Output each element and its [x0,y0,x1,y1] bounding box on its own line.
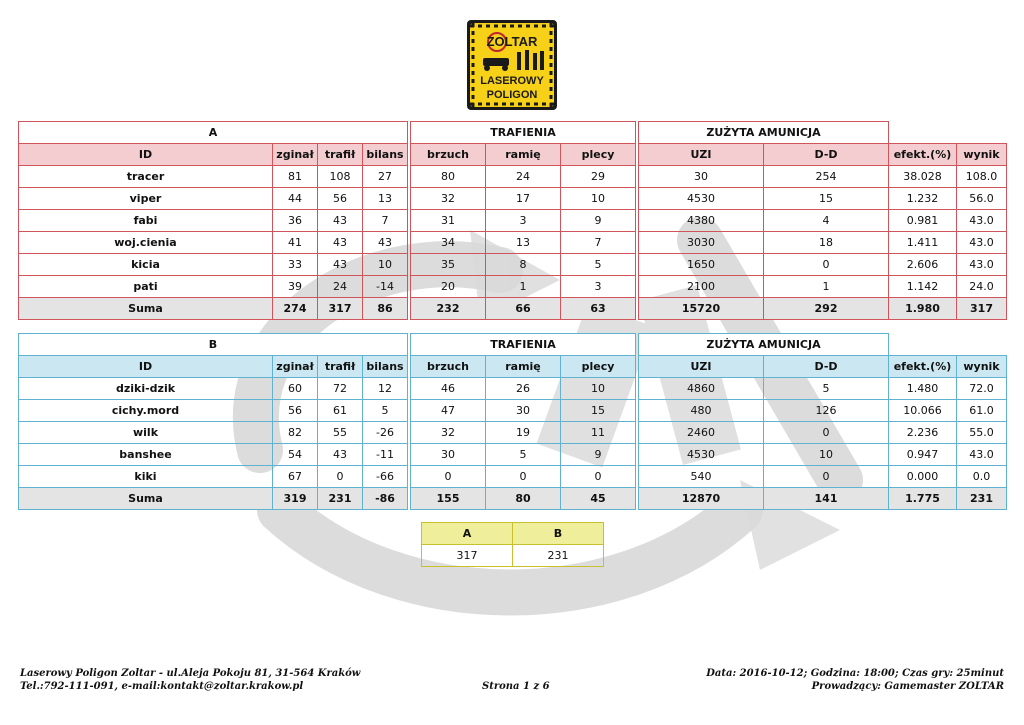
footer-host: Prowadzący: Gamemaster ZOLTAR [811,681,1004,692]
cell: 12870 [639,488,764,510]
team-name: A [19,122,408,144]
cell: 34 [411,232,486,254]
cell: 1650 [639,254,764,276]
cell: 1 [764,276,889,298]
team-b-table [18,333,1007,510]
sum-label: Suma [19,488,273,510]
col-died: zginał [273,356,318,378]
cell: 2460 [639,422,764,444]
cell: 319 [273,488,318,510]
col-hit: trafił [318,356,363,378]
cell: 1 [486,276,561,298]
cell: -14 [363,276,408,298]
cell: 20 [411,276,486,298]
footer-address: Laserowy Poligon Zoltar - ul.Aleja Pokoju 81, 31-564 Kraków [20,668,361,679]
cell: 7 [363,210,408,232]
cell: 13 [363,188,408,210]
col-balance: bilans [363,144,408,166]
ammo-group-label: ZUŻYTA AMUNICJA [639,334,889,356]
cell: 2.236 [889,422,957,444]
cell: 4860 [639,378,764,400]
cell: 17 [486,188,561,210]
col-arm: ramię [486,356,561,378]
cell: 67 [273,466,318,488]
cell: 5 [561,254,636,276]
col-score: wynik [957,356,1007,378]
footer-right [706,667,1004,693]
cell: 108 [318,166,363,188]
cell: -11 [363,444,408,466]
cell: 126 [764,400,889,422]
table-row [19,422,1007,444]
cell: -26 [363,422,408,444]
totals-b-label: B [513,523,604,545]
cell: 108.0 [957,166,1007,188]
cell: 317 [318,298,363,320]
cell: 231 [318,488,363,510]
player-id: tracer [19,166,273,188]
col-back: plecy [561,356,636,378]
table-row [19,254,1007,276]
cell: 56 [318,188,363,210]
totals-table [421,522,604,567]
table-row [19,232,1007,254]
col-back: plecy [561,144,636,166]
cell: 35 [411,254,486,276]
cell: 0 [764,466,889,488]
cell: 32 [411,188,486,210]
col-hit: trafił [318,144,363,166]
cell: 43 [318,210,363,232]
ammo-group-label: ZUŻYTA AMUNICJA [639,122,889,144]
cell: 60 [273,378,318,400]
team-a-table [18,121,1007,320]
cell: 43.0 [957,232,1007,254]
cell: 30 [411,444,486,466]
cell: 44 [273,188,318,210]
cell: 82 [273,422,318,444]
cell: 30 [639,166,764,188]
cell: 15 [764,188,889,210]
footer-page: Strona 1 z 6 [482,681,550,692]
cell: 0 [411,466,486,488]
cell: 317 [957,298,1007,320]
cell: 43 [318,444,363,466]
cell: 81 [273,166,318,188]
cell: 5 [486,444,561,466]
cell: 254 [764,166,889,188]
cell: 47 [411,400,486,422]
col-eff: efekt.(%) [889,144,957,166]
player-id: banshee [19,444,273,466]
cell: 26 [486,378,561,400]
cell: 36 [273,210,318,232]
cell: 1.775 [889,488,957,510]
cell: 54 [273,444,318,466]
col-uzi: UZI [639,356,764,378]
cell: 43 [318,254,363,276]
cell: 11 [561,422,636,444]
cell: 10 [561,378,636,400]
cell: 5 [363,400,408,422]
cell: 10 [764,444,889,466]
cell: 4 [764,210,889,232]
cell: 2100 [639,276,764,298]
cell: 3030 [639,232,764,254]
col-dd: D-D [764,144,889,166]
cell: 56 [273,400,318,422]
cell: 80 [411,166,486,188]
table-row [19,466,1007,488]
cell: 41 [273,232,318,254]
cell: 43.0 [957,254,1007,276]
table-row [19,166,1007,188]
cell: 0 [561,466,636,488]
cell: 1.980 [889,298,957,320]
cell: 480 [639,400,764,422]
table-row [19,188,1007,210]
col-score: wynik [957,144,1007,166]
cell: 72.0 [957,378,1007,400]
cell: 3 [486,210,561,232]
cell: 30 [486,400,561,422]
cell: 15 [561,400,636,422]
cell: 0.981 [889,210,957,232]
svg-text:POLIGON: POLIGON [486,89,538,101]
col-belly: brzuch [411,356,486,378]
cell: 32 [411,422,486,444]
cell: 29 [561,166,636,188]
footer-left [20,667,360,693]
group-header-row [19,334,1007,356]
cell: 155 [411,488,486,510]
table-row [19,210,1007,232]
cell: 1.411 [889,232,957,254]
sum-row [19,298,1007,320]
footer-date-info: Data: 2016-10-12; Godzina: 18:00; Czas gry: 25minut [706,668,1004,679]
cell: 39 [273,276,318,298]
player-id: cichy.mord [19,400,273,422]
hits-group-label: TRAFIENIA [411,122,636,144]
player-id: pati [19,276,273,298]
cell: 540 [639,466,764,488]
cell: 43.0 [957,444,1007,466]
team-name: B [19,334,408,356]
group-header-row [19,122,1007,144]
col-arm: ramię [486,144,561,166]
cell: 46 [411,378,486,400]
totals-a-label: A [422,523,513,545]
cell: 231 [957,488,1007,510]
column-header-row [19,356,1007,378]
cell: 4380 [639,210,764,232]
zoltar-logo [467,20,557,110]
cell: 10.066 [889,400,957,422]
table-row [19,378,1007,400]
cell: 10 [561,188,636,210]
cell: 5 [764,378,889,400]
cell: 15720 [639,298,764,320]
table-row [19,444,1007,466]
cell: 2.606 [889,254,957,276]
player-id: fabi [19,210,273,232]
col-eff: efekt.(%) [889,356,957,378]
table-row [19,400,1007,422]
col-belly: brzuch [411,144,486,166]
cell: -86 [363,488,408,510]
cell: 0.947 [889,444,957,466]
cell: 0.000 [889,466,957,488]
cell: 24 [318,276,363,298]
cell: 18 [764,232,889,254]
cell: 0.0 [957,466,1007,488]
table-row [19,276,1007,298]
column-header-row [19,144,1007,166]
cell: 292 [764,298,889,320]
hits-group-label: TRAFIENIA [411,334,636,356]
cell: 72 [318,378,363,400]
svg-text:LASEROWY: LASEROWY [480,75,544,87]
cell: 13 [486,232,561,254]
cell: 33 [273,254,318,276]
col-balance: bilans [363,356,408,378]
cell: 55.0 [957,422,1007,444]
cell: 45 [561,488,636,510]
player-id: viper [19,188,273,210]
sum-row [19,488,1007,510]
cell: 43 [363,232,408,254]
col-id: ID [19,356,273,378]
cell: 24.0 [957,276,1007,298]
cell: 1.142 [889,276,957,298]
col-id: ID [19,144,273,166]
player-id: woj.cienia [19,232,273,254]
cell: 66 [486,298,561,320]
cell: 9 [561,210,636,232]
cell: 19 [486,422,561,444]
cell: 12 [363,378,408,400]
sum-label: Suma [19,298,273,320]
cell: 0 [486,466,561,488]
cell: 55 [318,422,363,444]
col-died: zginał [273,144,318,166]
cell: 56.0 [957,188,1007,210]
cell: 4530 [639,188,764,210]
col-uzi: UZI [639,144,764,166]
cell: 61 [318,400,363,422]
cell: 8 [486,254,561,276]
cell: 1.232 [889,188,957,210]
cell: 86 [363,298,408,320]
cell: 7 [561,232,636,254]
player-id: kicia [19,254,273,276]
cell: 0 [764,254,889,276]
cell: 31 [411,210,486,232]
cell: 4530 [639,444,764,466]
totals-a-value: 317 [422,545,513,567]
cell: 274 [273,298,318,320]
cell: 3 [561,276,636,298]
cell: 38.028 [889,166,957,188]
col-dd: D-D [764,356,889,378]
footer-contact: Tel.:792-111-091, e-mail:kontakt@zoltar.krakow.pl [20,681,304,692]
svg-text:ZOLTAR: ZOLTAR [486,34,538,49]
cell: 9 [561,444,636,466]
cell: -66 [363,466,408,488]
cell: 24 [486,166,561,188]
cell: 43.0 [957,210,1007,232]
cell: 10 [363,254,408,276]
cell: 141 [764,488,889,510]
totals-b-value: 231 [513,545,604,567]
cell: 80 [486,488,561,510]
player-id: kiki [19,466,273,488]
cell: 27 [363,166,408,188]
cell: 1.480 [889,378,957,400]
player-id: dziki-dzik [19,378,273,400]
cell: 232 [411,298,486,320]
cell: 0 [764,422,889,444]
player-id: wilk [19,422,273,444]
cell: 61.0 [957,400,1007,422]
cell: 63 [561,298,636,320]
cell: 43 [318,232,363,254]
cell: 0 [318,466,363,488]
